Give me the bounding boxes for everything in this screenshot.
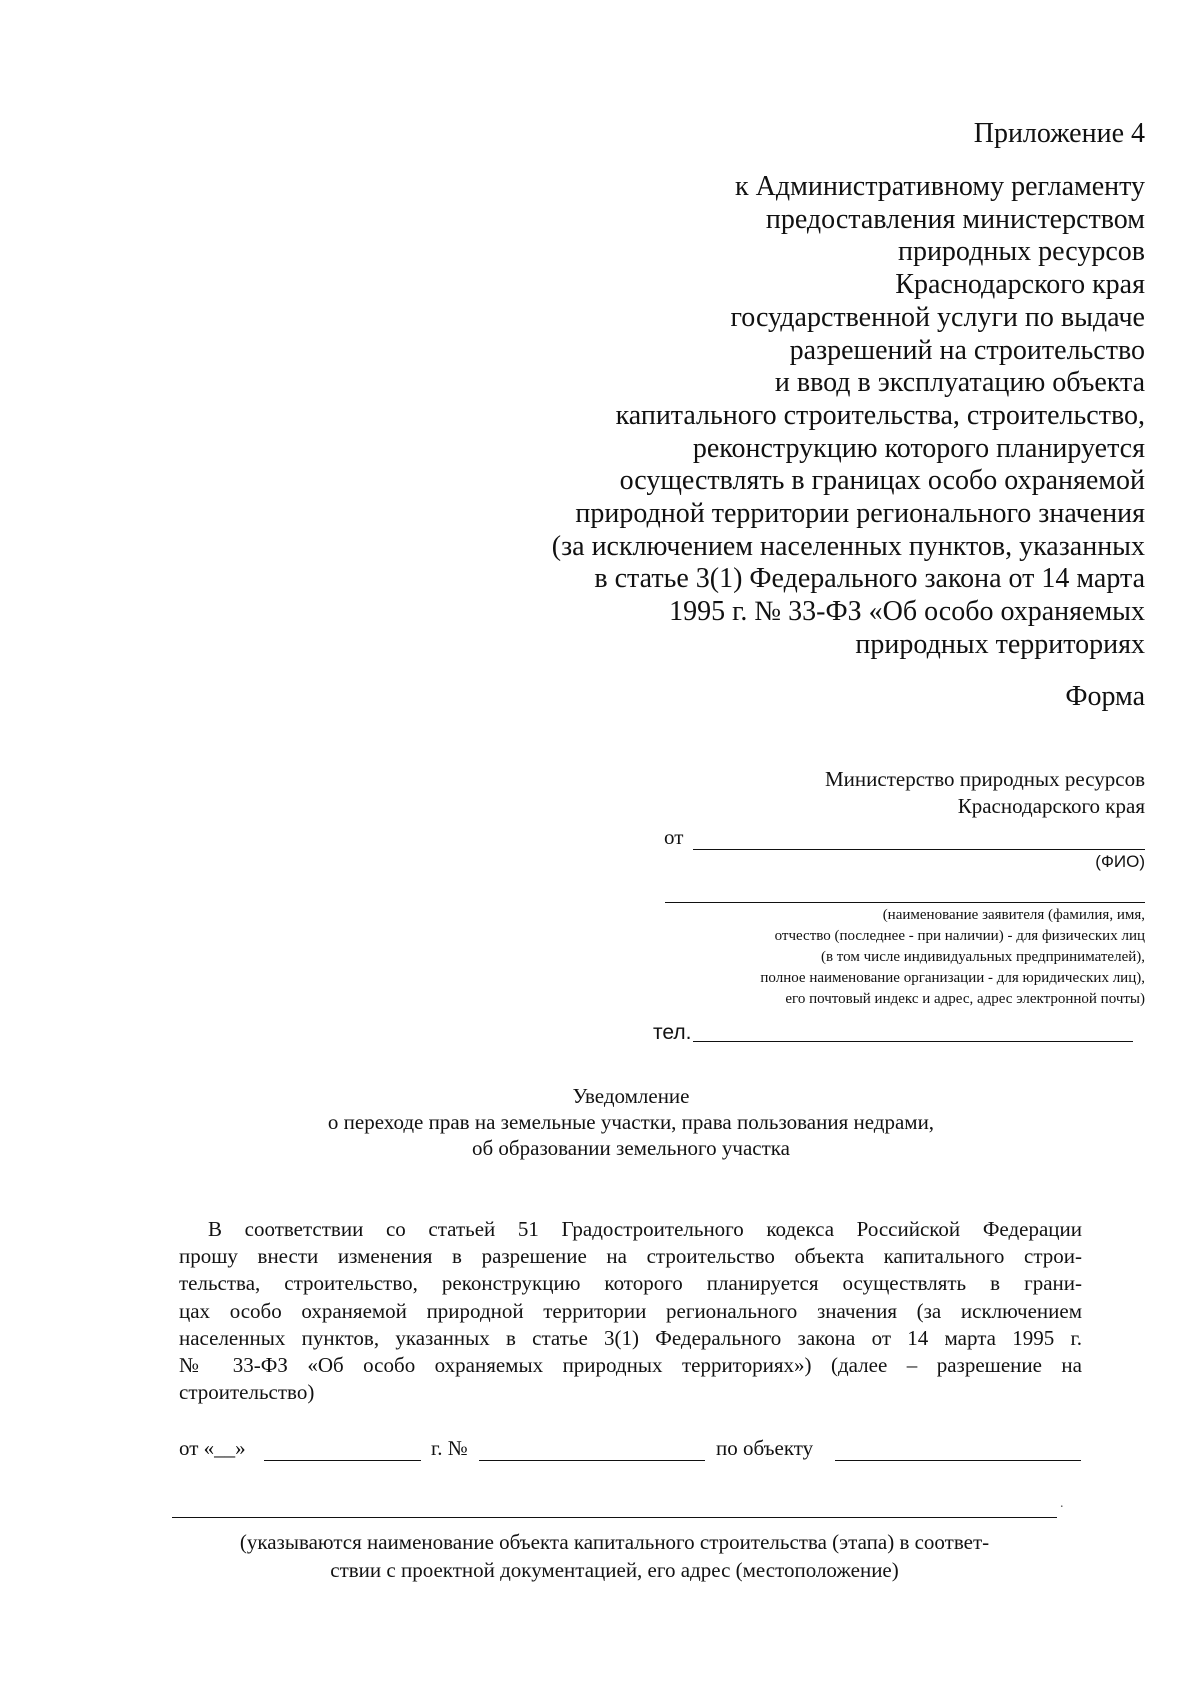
applicant-caption-line: отчество (последнее - при наличии) - для физических лиц	[774, 928, 1145, 944]
body-line: строительство)	[179, 1380, 315, 1405]
notice-subtitle-line: об образовании земельного участка	[472, 1136, 790, 1160]
date-field-line[interactable]	[264, 1460, 421, 1461]
regulation-line: природных территориях	[855, 628, 1145, 660]
object-label: по объекту	[716, 1436, 814, 1460]
form-label: Форма	[1065, 681, 1145, 712]
regulation-line: природных ресурсов	[897, 236, 1145, 268]
regulation-line: и ввод в эксплуатацию объекта	[774, 367, 1145, 399]
regulation-line: разрешений на строительство	[789, 334, 1145, 366]
dot-mark: .	[1060, 1496, 1064, 1511]
applicant-caption-line: полное наименование организации - для юридических лиц),	[760, 970, 1145, 986]
body-paragraph	[179, 1216, 1082, 1406]
regulation-line: природной территории регионального значения	[575, 498, 1145, 530]
object-caption-line: (указываются наименование объекта капитального строительства (этапа) в соответ-	[239, 1530, 990, 1554]
addressee-block	[825, 766, 1145, 820]
regulation-line: 1995 г. № 33-ФЗ «Об особо охраняемых	[669, 596, 1145, 628]
from-label: от	[664, 825, 684, 849]
body-line: № 33-ФЗ «Об особо охраняемых природных территориях») (далее – разрешение на	[179, 1353, 1082, 1378]
regulation-line: (за исключением населенных пунктов, указанных	[551, 530, 1145, 562]
regulation-line: государственной услуги по выдаче	[730, 301, 1145, 333]
regulation-line: осуществлять в границах особо охраняемой	[619, 465, 1145, 497]
applicant-caption-line: (в том числе индивидуальных предпринимателей),	[820, 949, 1145, 965]
body-line: цах особо охраняемой природной территории регионального значения (за исключением	[179, 1298, 1082, 1323]
notice-subtitle-line: о переходе прав на земельные участки, права пользования недрами,	[327, 1110, 935, 1134]
regulation-line: реконструкцию которого планируется	[692, 432, 1145, 464]
regulation-line: капитального строительства, строительство,	[615, 399, 1145, 431]
body-line: прошу внести изменения в разрешение на строительство объекта капитального строи-	[179, 1244, 1082, 1269]
applicant-field-line[interactable]	[665, 902, 1145, 903]
fio-caption: (ФИО)	[1095, 852, 1145, 871]
body-line: В соответствии со статьей 51 Градостроительного кодекса Российской Федерации	[208, 1217, 1082, 1241]
date-prefix: от «__»	[179, 1436, 246, 1460]
number-field-line[interactable]	[479, 1460, 705, 1461]
addressee-line: Краснодарского края	[957, 794, 1145, 818]
regulation-line: Краснодарского края	[895, 269, 1145, 301]
applicant-caption-line: его почтовый индекс и адрес, адрес электронной почты)	[785, 991, 1145, 1007]
notice-title: Уведомление	[572, 1084, 690, 1108]
regulation-line: к Административному регламенту	[735, 171, 1145, 202]
regulation-reference	[552, 171, 1145, 662]
applicant-caption-line: (наименование заявителя (фамилия, имя,	[882, 907, 1145, 923]
fio-field-line[interactable]	[693, 849, 1145, 850]
regulation-line: предоставления министерством	[765, 203, 1145, 235]
body-line: тельства, строительство, реконструкцию которого планируется осуществлять в грани-	[179, 1271, 1082, 1296]
body-line: населенных пунктов, указанных в статье 3(1) Федерального закона от 14 марта 1995 г.	[179, 1325, 1082, 1350]
applicant-caption	[760, 905, 1145, 1010]
object-caption-line: ствии с проектной документацией, его адрес (местоположение)	[330, 1558, 899, 1582]
object-field-line[interactable]	[835, 1460, 1081, 1461]
tel-label: тел.	[653, 1021, 692, 1044]
notice-heading	[0, 1083, 1200, 1161]
addressee-line: Министерство природных ресурсов	[824, 767, 1145, 791]
object-name-field-line[interactable]	[172, 1517, 1057, 1518]
tel-field-line[interactable]	[693, 1041, 1133, 1042]
regulation-line: в статье 3(1) Федерального закона от 14 марта	[594, 563, 1145, 595]
number-label: г. №	[431, 1436, 468, 1460]
appendix-title: Приложение 4	[973, 118, 1145, 149]
object-caption	[168, 1528, 1061, 1584]
